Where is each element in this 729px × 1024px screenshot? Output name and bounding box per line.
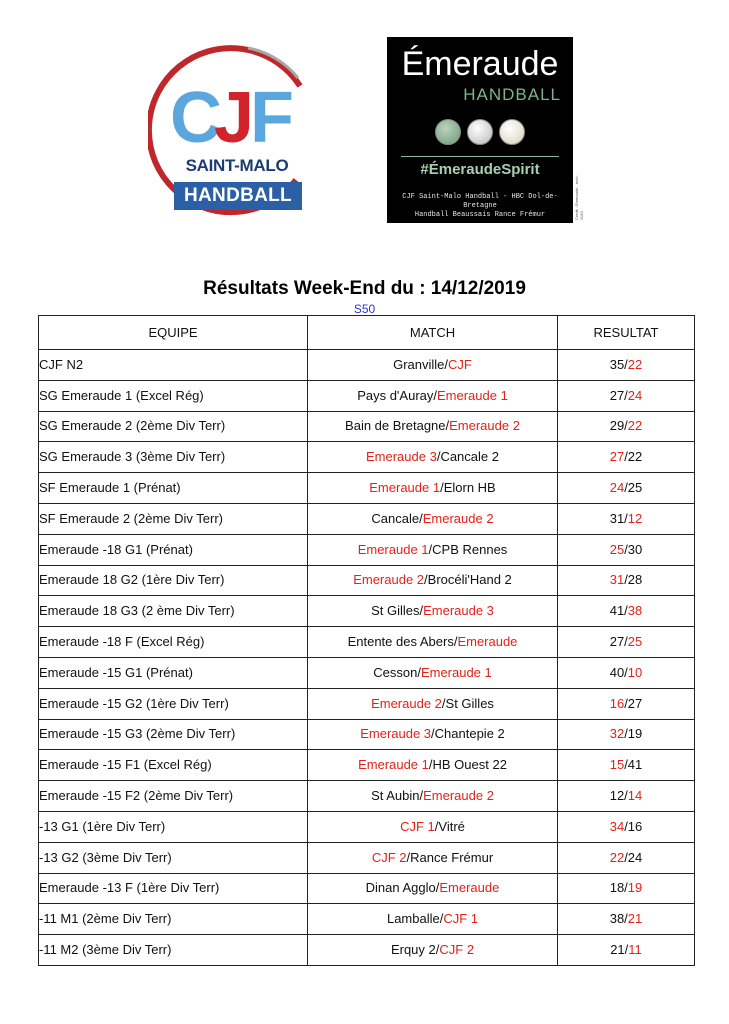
team-cell: -13 G2 (3ème Div Terr) — [39, 842, 308, 873]
match-part-home: Bain de Bretagne/ — [345, 418, 450, 434]
emeraude-member-clubs — [387, 193, 573, 220]
match-cell — [308, 904, 558, 935]
match-cell — [308, 688, 558, 719]
match-cell — [308, 657, 558, 688]
week-number: S50 — [353, 302, 376, 316]
match-part-away: /CPB Rennes — [428, 541, 508, 557]
match-cell — [308, 442, 558, 473]
team-cell: SG Emeraude 1 (Excel Rég) — [39, 380, 308, 411]
table-row — [39, 719, 695, 750]
result-cell — [558, 719, 695, 750]
result-cell — [558, 442, 695, 473]
team-cell: Emeraude -13 F (1ère Div Terr) — [39, 873, 308, 904]
emeraude-logo-divider — [401, 156, 559, 157]
match-part-away: Emeraude 1 — [436, 387, 508, 403]
score-away: 19 — [627, 880, 643, 896]
match-part-home: Lamballe/ — [386, 911, 444, 927]
score-home: 27 — [609, 449, 625, 465]
cjf-monogram — [170, 78, 300, 158]
table-row — [39, 565, 695, 596]
table-row — [39, 657, 695, 688]
match-part-home: Emeraude 3 — [360, 726, 432, 742]
match-part-away: Emeraude 3 — [423, 603, 494, 619]
match-part-away: Emeraude 1 — [420, 664, 492, 680]
table-row — [39, 473, 695, 504]
result-cell — [558, 811, 695, 842]
match-cell — [308, 380, 558, 411]
team-cell: Emeraude -18 G1 (Prénat) — [39, 534, 308, 565]
result-cell — [558, 411, 695, 442]
score-away: /30 — [624, 541, 643, 557]
score-home: 41/ — [609, 603, 628, 619]
team-cell: Emeraude -15 G1 (Prénat) — [39, 657, 308, 688]
results-table-body — [39, 350, 695, 966]
team-cell: -13 G1 (1ère Div Terr) — [39, 811, 308, 842]
team-cell: -11 M1 (2ème Div Terr) — [39, 904, 308, 935]
table-header-row — [39, 316, 695, 350]
match-part-home: Emeraude 1 — [358, 757, 429, 773]
table-row — [39, 781, 695, 812]
score-away: 10 — [627, 664, 643, 680]
table-row — [39, 627, 695, 658]
team-cell: SG Emeraude 3 (3ème Div Terr) — [39, 442, 308, 473]
match-part-away: /St Gilles — [441, 695, 494, 711]
match-part-away: /HB Ouest 22 — [428, 757, 507, 773]
score-home: 25 — [609, 541, 625, 557]
team-cell: CJF N2 — [39, 350, 308, 381]
result-cell — [558, 380, 695, 411]
score-home: 40/ — [609, 664, 628, 680]
score-home: 27/ — [609, 634, 628, 650]
score-away: 14 — [627, 788, 643, 804]
match-part-home: Granville/ — [393, 356, 449, 372]
emeraude-hashtag: #ÉmeraudeSpirit — [420, 161, 540, 178]
match-cell — [308, 842, 558, 873]
match-part-home: Emeraude 3 — [366, 449, 437, 465]
match-part-home: CJF 1 — [400, 818, 435, 834]
match-part-away: /Elorn HB — [440, 480, 496, 496]
green-ball-icon — [435, 119, 461, 145]
match-part-away: Emeraude 2 — [449, 418, 520, 434]
match-cell — [308, 503, 558, 534]
match-part-home: Pays d'Auray/ — [357, 387, 437, 403]
result-cell — [558, 473, 695, 504]
cjf-letter-c: C — [170, 78, 218, 158]
match-part-home: Cancale/ — [371, 510, 423, 526]
logo-credit-text: Crédit : Émeraude - mcb - 2019 — [574, 173, 584, 220]
column-header-match: MATCH — [308, 316, 558, 350]
score-home: 38/ — [609, 911, 628, 927]
match-part-away: Emeraude — [439, 880, 500, 896]
match-cell — [308, 596, 558, 627]
table-row — [39, 380, 695, 411]
score-away: /22 — [624, 449, 643, 465]
score-away: 21 — [627, 911, 643, 927]
score-home: 21/ — [610, 942, 629, 958]
table-row — [39, 411, 695, 442]
cjf-letter-f: F — [250, 78, 290, 158]
emeraude-clubs-line-1: CJF Saint-Malo Handball - HBC Dol-de-Bretagne — [402, 193, 558, 210]
white-ball-icon — [467, 119, 493, 145]
match-cell — [308, 627, 558, 658]
match-part-home: CJF 2 — [371, 849, 407, 865]
score-home: 16 — [609, 695, 625, 711]
page-title: Résultats Week-End du : 14/12/2019 — [203, 278, 526, 299]
team-cell: Emeraude -15 F2 (2ème Div Terr) — [39, 781, 308, 812]
match-part-home: Emeraude 1 — [357, 541, 429, 557]
table-row — [39, 904, 695, 935]
team-cell: Emeraude -18 F (Excel Rég) — [39, 627, 308, 658]
match-part-away: /Chantepie 2 — [431, 726, 505, 742]
table-row — [39, 750, 695, 781]
table-row — [39, 503, 695, 534]
emeraude-handball-logo — [387, 37, 573, 223]
match-cell — [308, 534, 558, 565]
match-part-home: Dinan Agglo/ — [365, 880, 440, 896]
match-cell — [308, 935, 558, 966]
table-row — [39, 596, 695, 627]
match-cell — [308, 750, 558, 781]
column-header-team: EQUIPE — [39, 316, 308, 350]
score-away: /41 — [624, 757, 643, 773]
match-cell — [308, 811, 558, 842]
score-away: 25 — [627, 634, 643, 650]
match-part-home: Cesson/ — [373, 664, 421, 680]
team-cell: SF Emeraude 1 (Prénat) — [39, 473, 308, 504]
score-home: 24 — [609, 480, 625, 496]
match-part-away: CJF 1 — [443, 911, 479, 927]
table-row — [39, 350, 695, 381]
match-cell — [308, 411, 558, 442]
result-cell — [558, 688, 695, 719]
score-away: /27 — [624, 695, 643, 711]
table-row — [39, 842, 695, 873]
table-row — [39, 935, 695, 966]
cream-ball-icon — [499, 119, 525, 145]
emeraude-clubs-line-2: Handball Beaussais Rance Frémur — [414, 211, 546, 219]
score-away: 12 — [627, 510, 643, 526]
score-home: 31 — [609, 572, 625, 588]
score-away: /28 — [624, 572, 643, 588]
match-part-away: Emeraude 2 — [423, 788, 494, 804]
match-part-away: /Vitré — [434, 818, 465, 834]
score-away: /19 — [624, 726, 643, 742]
match-cell — [308, 781, 558, 812]
results-table — [38, 315, 695, 966]
match-part-home: Emeraude 1 — [369, 480, 441, 496]
result-cell — [558, 657, 695, 688]
result-cell — [558, 781, 695, 812]
score-home: 27/ — [609, 387, 628, 403]
score-away: /16 — [624, 818, 643, 834]
team-cell: SG Emeraude 2 (2ème Div Terr) — [39, 411, 308, 442]
team-cell: Emeraude -15 G2 (1ère Div Terr) — [39, 688, 308, 719]
match-cell — [308, 565, 558, 596]
match-part-away: /Cancale 2 — [436, 449, 499, 465]
result-cell — [558, 842, 695, 873]
table-row — [39, 442, 695, 473]
team-cell: SF Emeraude 2 (2ème Div Terr) — [39, 503, 308, 534]
score-home: 12/ — [609, 788, 628, 804]
result-cell — [558, 534, 695, 565]
match-cell — [308, 719, 558, 750]
team-cell: -11 M2 (3ème Div Terr) — [39, 935, 308, 966]
score-away: 11 — [628, 942, 642, 958]
score-home: 34 — [609, 818, 625, 834]
result-cell — [558, 935, 695, 966]
table-row — [39, 811, 695, 842]
score-away: /25 — [624, 480, 643, 496]
emeraude-logo-subtitle: HANDBALL — [463, 85, 561, 104]
match-part-away: Emeraude — [457, 634, 518, 650]
table-row — [39, 534, 695, 565]
score-away: 22 — [627, 356, 643, 372]
score-home: 15 — [609, 757, 625, 773]
match-part-home: Erquy 2/ — [390, 942, 440, 958]
table-row — [39, 688, 695, 719]
score-away: 22 — [627, 418, 643, 434]
cjf-saint-malo-logo — [148, 38, 318, 228]
emeraude-logo-title: Émeraude — [401, 45, 559, 83]
score-home: 32 — [609, 726, 625, 742]
result-cell — [558, 750, 695, 781]
team-cell: Emeraude -15 F1 (Excel Rég) — [39, 750, 308, 781]
score-home: 22 — [609, 849, 625, 865]
match-part-away: Emeraude 2 — [422, 510, 494, 526]
score-away: 24 — [627, 387, 643, 403]
table-row — [39, 873, 695, 904]
match-part-away: CJF — [448, 356, 472, 372]
match-part-home: Emeraude 2 — [371, 695, 442, 711]
score-away: 38 — [627, 603, 643, 619]
match-part-away: /Brocéli'Hand 2 — [424, 572, 512, 588]
score-home: 18/ — [609, 880, 628, 896]
cjf-city-label: SAINT-MALO — [185, 156, 289, 175]
match-cell — [308, 350, 558, 381]
match-part-away: CJF 2 — [439, 942, 475, 958]
score-home: 35/ — [609, 356, 628, 372]
match-part-home: St Aubin/ — [371, 788, 424, 804]
match-part-home: Entente des Abers/ — [347, 634, 458, 650]
match-part-home: St Gilles/ — [371, 603, 424, 619]
match-cell — [308, 873, 558, 904]
handball-balls — [435, 119, 531, 147]
match-cell — [308, 473, 558, 504]
cjf-club-band: HANDBALL — [174, 182, 302, 210]
result-cell — [558, 904, 695, 935]
score-home: 29/ — [609, 418, 628, 434]
result-cell — [558, 627, 695, 658]
result-cell — [558, 350, 695, 381]
match-part-away: /Rance Frémur — [406, 849, 494, 865]
team-cell: Emeraude 18 G2 (1ère Div Terr) — [39, 565, 308, 596]
team-cell: Emeraude 18 G3 (2 ème Div Terr) — [39, 596, 308, 627]
result-cell — [558, 596, 695, 627]
result-cell — [558, 873, 695, 904]
match-part-home: Emeraude 2 — [353, 572, 425, 588]
score-home: 31/ — [609, 510, 628, 526]
result-cell — [558, 503, 695, 534]
cjf-letter-j: J — [214, 78, 251, 158]
team-cell: Emeraude -15 G3 (2ème Div Terr) — [39, 719, 308, 750]
column-header-result: RESULTAT — [558, 316, 695, 350]
score-away: /24 — [624, 849, 643, 865]
result-cell — [558, 565, 695, 596]
